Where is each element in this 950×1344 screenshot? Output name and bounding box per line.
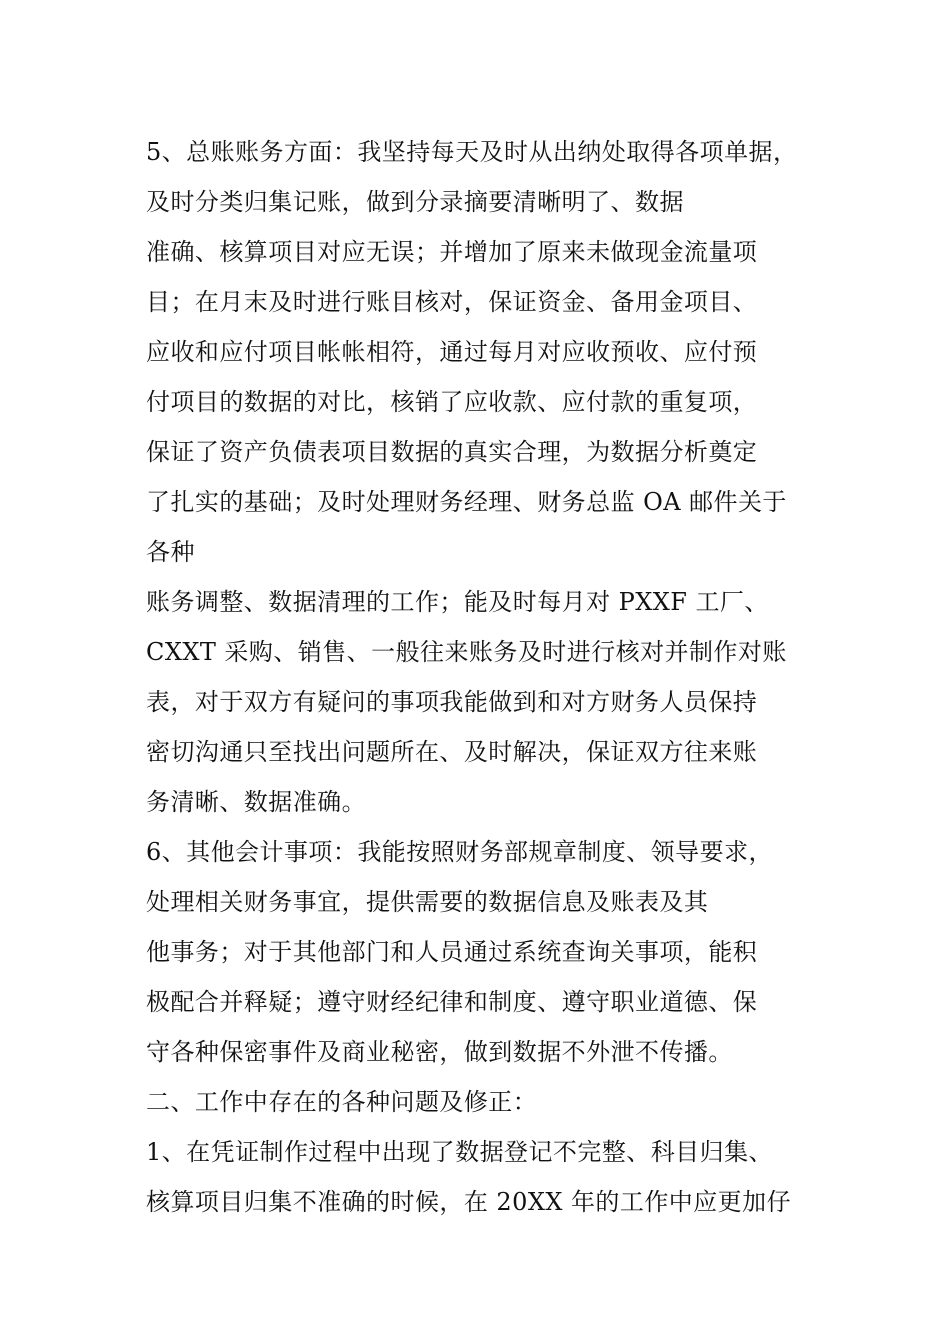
text-line: 极配合并释疑；遵守财经纪律和制度、遵守职业道德、保 xyxy=(146,988,758,1016)
text-line: 保证了资产负债表项目数据的真实合理，为数据分析奠定 xyxy=(146,438,758,466)
text-line: 务清晰、数据准确。 xyxy=(146,788,367,816)
text-line: 准确、核算项目对应无误；并增加了原来未做现金流量项 xyxy=(146,238,758,266)
text-line: 处理相关财务事宜，提供需要的数据信息及账表及其 xyxy=(146,888,709,916)
text-line: 应收和应付项目帐帐相符，通过每月对应收预收、应付预 xyxy=(146,338,758,366)
text-line: 表，对于双方有疑问的事项我能做到和对方财务人员保持 xyxy=(146,688,758,716)
text-line: 1、在凭证制作过程中出现了数据登记不完整、科目归集、 xyxy=(146,1138,773,1166)
text-line: 目；在月末及时进行账目核对，保证资金、备用金项目、 xyxy=(146,288,758,316)
text-line: 二、工作中存在的各种问题及修正： xyxy=(146,1088,538,1116)
text-line: 了扎实的基础；及时处理财务经理、财务总监 OA 邮件关于 xyxy=(146,488,787,516)
text-line: 及时分类归集记账，做到分录摘要清晰明了、数据 xyxy=(146,188,684,216)
text-line: 5、总账账务方面：我坚持每天及时从出纳处取得各项单据， xyxy=(146,138,798,166)
text-line: CXXT 采购、销售、一般往来账务及时进行核对并制作对账 xyxy=(146,638,787,666)
text-line: 付项目的数据的对比，核销了应收款、应付款的重复项， xyxy=(146,388,758,416)
text-line: 6、其他会计事项：我能按照财务部规章制度、领导要求， xyxy=(146,838,773,866)
text-line: 守各种保密事件及商业秘密，做到数据不外泄不传播。 xyxy=(146,1038,733,1066)
text-line: 密切沟通只至找出问题所在、及时解决，保证双方往来账 xyxy=(146,738,758,766)
text-line: 各种 xyxy=(146,538,195,566)
text-line: 账务调整、数据清理的工作；能及时每月对 PXXF 工厂、 xyxy=(146,588,769,616)
text-line: 他事务；对于其他部门和人员通过系统查询关事项，能积 xyxy=(146,938,758,966)
text-line: 核算项目归集不准确的时候，在 20XX 年的工作中应更加仔 xyxy=(146,1188,792,1216)
